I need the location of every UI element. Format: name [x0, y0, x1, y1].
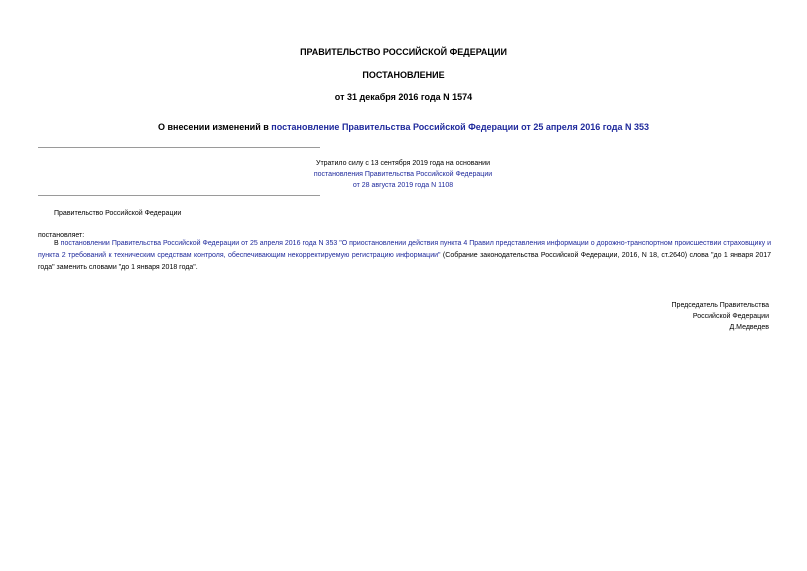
document-date-number: от 31 декабря 2016 года N 1574 — [334, 92, 473, 102]
paragraph-act-title-link[interactable]: "О приостановлении действия пункта 4 Правил представления информации о дорожно-транспортном происшествии страховщику и пункта 2 требований к техническим средствам контроля, обеспечивающим некорректируемую регистрацию информации" — [38, 240, 771, 259]
document-type: ПОСТАНОВЛЕНИЕ — [362, 70, 445, 80]
status-note-link-line2[interactable]: постановления Правительства Российской Федерации — [313, 171, 493, 178]
issuer: Правительство Российской Федерации — [54, 210, 182, 217]
title-prefix: О внесении изменений в — [157, 122, 272, 132]
signature-position-line2: Российской Федерации — [692, 313, 769, 320]
signature-name: Д.Медведев — [729, 324, 769, 331]
paragraph-suffix: (Собрание законодательства Российской Федерации, 2016, N 18, ст.2640) слова "до 1 января 2017 года" заменить словами "до 1 января 2018 года". — [38, 252, 771, 271]
bottom-divider — [38, 195, 320, 196]
status-note-line1: Утратило силу с 13 сентября 2019 года на основании — [316, 160, 490, 167]
government-heading: ПРАВИТЕЛЬСТВО РОССИЙСКОЙ ФЕДЕРАЦИИ — [300, 47, 507, 57]
paragraph-act-link[interactable]: постановлении Правительства Российской Федерации от 25 апреля 2016 года N 353 — [60, 240, 338, 247]
title-amended-act-link[interactable]: постановление Правительства Российской Федерации от 25 апреля 2016 года N 353 — [271, 122, 650, 132]
decides-word: постановляет: — [38, 232, 85, 239]
top-divider — [38, 147, 320, 148]
main-paragraph — [38, 238, 771, 274]
signature-position-line1: Председатель Правительства — [671, 302, 769, 309]
status-note-link-line3[interactable]: от 28 августа 2019 года N 1108 — [352, 182, 454, 189]
document-title — [0, 121, 807, 133]
paragraph-prefix: В — [54, 240, 61, 247]
